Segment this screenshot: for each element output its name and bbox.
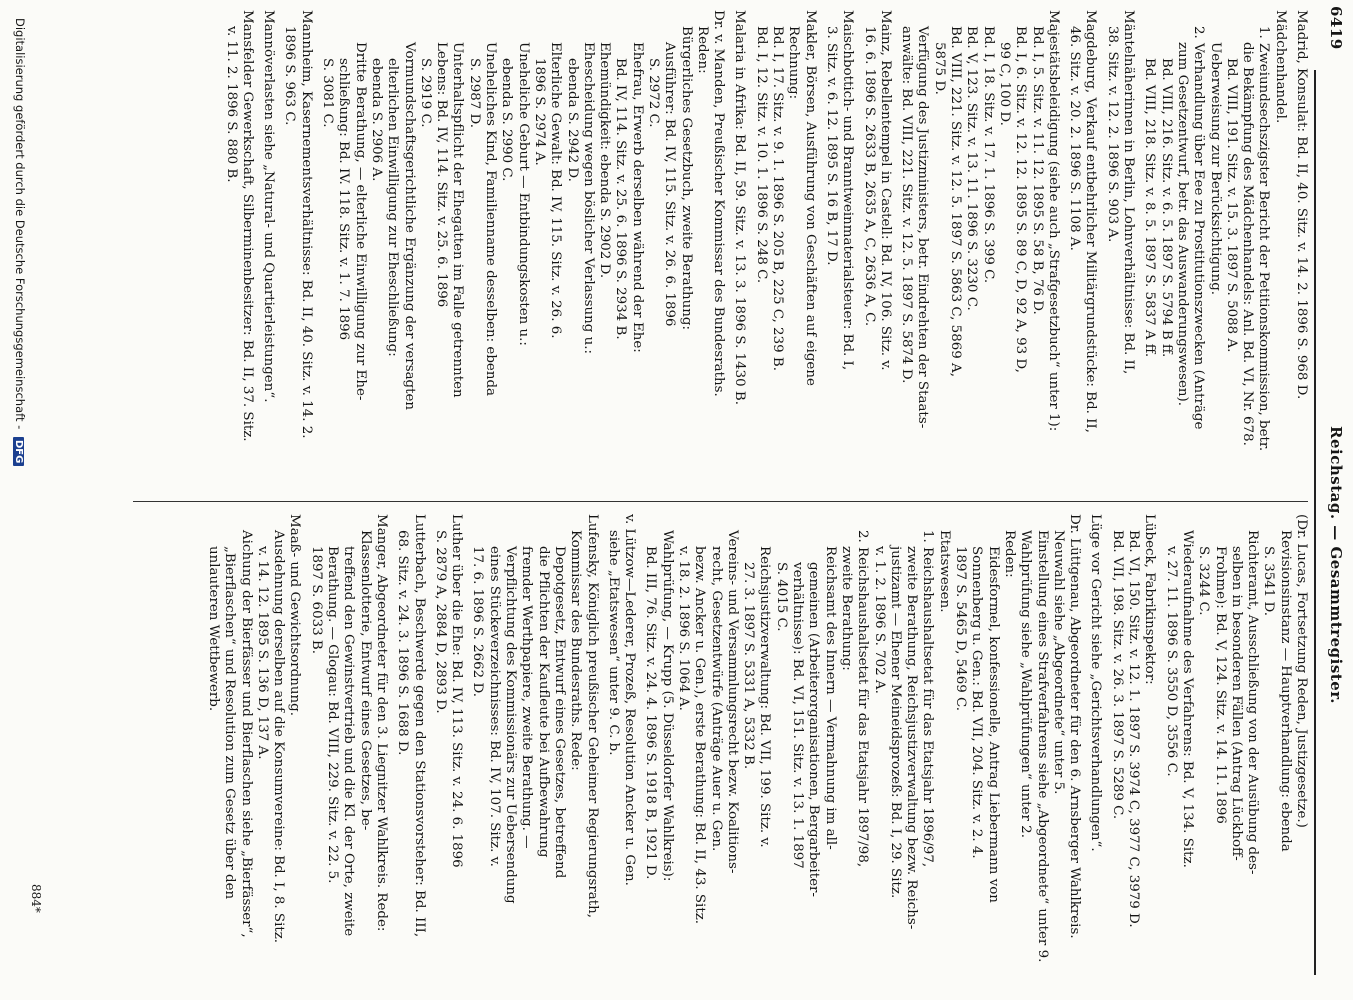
register-subentry: die Pflichten der Kaufleute bei Aufbewahrung bbox=[535, 546, 551, 858]
register-subentry: Ausführer: Bd. IV, 115. Sitz. v. 26. 6. 1896 bbox=[662, 42, 678, 327]
register-subentry: v. 1. 2. 1896 S. 702 A. bbox=[871, 546, 887, 694]
register-subentry: Verpflichtung des Kommissionärs zur Uebersendung bbox=[503, 546, 519, 904]
register-subentry: Bd. V, 123. Sitz. v. 13. 11. 1896 S. 3230 C. bbox=[964, 26, 980, 311]
register-subentry: Bd. IV, 114. Sitz. v. 25. 6. 1896 S. 2934 B. bbox=[613, 58, 629, 340]
register-subentry: recht, Gesetzentwürfe (Anträge Auer u. Gen. bbox=[708, 546, 724, 852]
register-subentry: S. 3541 D. bbox=[1261, 546, 1277, 617]
register-subentry: 46. Sitz. v. 20. 2. 1896 S. 1108 A. bbox=[1067, 26, 1083, 251]
register-subentry: S. 2919 C. bbox=[417, 58, 433, 128]
register-subentry: 99 C, 100 D. bbox=[996, 42, 1012, 126]
register-subentry: Bd. I, 12. Sitz. v. 10. 1. 1896 S. 248 C. bbox=[753, 26, 769, 284]
register-subentry: Bd. I, 6. Sitz. v. 12. 12. 1895 S. 89 C, D, 92 A, 93 D, bbox=[1013, 26, 1029, 373]
register-subentry: 1897 S. 6033 B. bbox=[308, 546, 324, 654]
register-entry: Mainz, Rebellentempel in Castell: Bd. IV, 106. Sitz. v. bbox=[877, 10, 893, 371]
register-entry: Dr. v. Manden, Preußischer Kommissar des Bundesraths. bbox=[711, 10, 727, 397]
register-subentry: v. 11. 2. 1896 S. 880 B. bbox=[223, 26, 239, 183]
register-subentry: Bd. I, 18. Sitz. v. 17. 1. 1896 S. 399 C. bbox=[980, 26, 996, 284]
register-subentry: Bd. VIII, 221. Sitz. v. 12. 5. 1897 S. 5863 C, 5869 A, bbox=[948, 26, 964, 377]
register-subentry: Dritte Berathung, — elterliche Einwilligung zur Ehe- bbox=[352, 42, 368, 401]
register-subentry: Ehemündigkeit: ebenda S. 2902 D. bbox=[597, 42, 613, 279]
register-subentry: Aichung der Bierfässer und Bierflaschen siehe „Bierfässer“, bbox=[238, 530, 254, 938]
register-subentry: ebenda S. 2942 D. bbox=[564, 58, 580, 182]
register-subentry: Wiederaufnahme des Verfahrens: Bd. V, 134. Sitz. bbox=[1179, 530, 1195, 868]
register-subentry: Bd. VIII, 191. Sitz. v. 15. 3. 1897 S. 5088 A. bbox=[1223, 58, 1239, 353]
register-subentry: schließung: Bd. IV. 118. Sitz. v. 1. 7. 1896 bbox=[336, 58, 352, 341]
register-subentry: 2. Reichshaushaltsetat für das Etatsjahr 1897/98, bbox=[855, 530, 871, 868]
register-subentry: v. 27. 11. 1896 S. 3550 D, 3556 C. bbox=[1163, 546, 1179, 777]
register-subentry: Unterhaltspflicht der Ehegatten im Falle getrennten bbox=[450, 42, 466, 398]
register-subentry: Ausdehnung derselben auf die Konsumvereine: Bd. I, 8. Sitz. bbox=[271, 530, 287, 944]
register-subentry: 5875 D. bbox=[931, 42, 947, 95]
register-entry: Mannheim, Kasernementsverhältnisse: Bd. II, 40. Sitz. v. 14. 2. bbox=[298, 10, 314, 439]
register-subentry: v. 14. 12. 1895 S. 136 D, 137 A. bbox=[254, 546, 270, 760]
register-subentry: Verfügung des Justizministers, betr. Eindrehten der Staats- bbox=[915, 26, 931, 429]
register-subentry: Reden: bbox=[1001, 530, 1017, 578]
register-subentry: Berathung. — Glogau: Bd. VIII, 229. Sitz. v. 22. 5. bbox=[325, 546, 341, 884]
register-subentry: Vereins- und Versammlungsrecht bezw. Koalitions- bbox=[724, 530, 740, 874]
page-number: 6419 bbox=[1327, 6, 1345, 50]
register-entry: Manger, Abgeordneter für den 3. Liegnitzer Wahlkreis. Rede: bbox=[373, 514, 389, 932]
register-subentry: treffend den Gewinstvertrieb und die Kl. der Orte, zweite bbox=[341, 546, 357, 937]
register-subentry: Revisionsinstanz — Hauptverhandlung: ebenda bbox=[1277, 530, 1293, 852]
register-subentry: 3. Sitz. v. 6. 12. 1895 S. 16 B, 17 D. bbox=[823, 26, 839, 266]
register-subentry: anwälte: Bd. VIII, 221. Sitz. v. 12. 5. 1897 S. 5874 D. bbox=[899, 26, 915, 384]
register-subentry: v. 18. 2. 1896 S. 1064 A. bbox=[676, 546, 692, 711]
register-entry: Luther über die Ehe: Bd. IV, 113. Sitz. v. 24. 6. 1896 bbox=[449, 514, 465, 868]
register-subentry: Sonnenberg u. Gen.: Bd. VII, 204. Sitz. v. 2. 4. bbox=[969, 546, 985, 859]
page-mark: 884* bbox=[29, 884, 43, 913]
register-entry: Mansfelder Gewerkschaft, Silberminenbesitzer: Bd. II, 37. Sitz. bbox=[239, 10, 255, 442]
register-entry: Mäntelnäherinnen in Berlin, Lohnverhältnisse: Bd. II, bbox=[1121, 10, 1137, 375]
entry-gap bbox=[818, 10, 823, 492]
register-subentry: Ehefrau, Erwerb derselben während der Ehe: bbox=[629, 42, 645, 353]
register-subentry: 1896 S. 963 C. bbox=[282, 26, 298, 126]
register-subentry: Kommissar des Bundesraths. Rede: bbox=[568, 530, 584, 771]
register-subentry: justizamt — Ehener Meineidsprozeß: Bd. I, 29. Sitz. bbox=[887, 546, 903, 899]
register-subentry: 2. Verhandlung über Eee zu Prostitutionszwecken (Anträge bbox=[1191, 26, 1207, 430]
credit-text: Digitalisierung gefördert durch die Deutsche Forschungsgemeinschaft - bbox=[13, 18, 27, 430]
register-entry: Mädchenhandel. bbox=[1272, 10, 1288, 124]
register-entry: Lufensky, Königlich preußischer Geheimer Regierungsrath, bbox=[584, 514, 600, 919]
register-subentry: S. 3244 C. bbox=[1196, 546, 1212, 616]
register-subentry: Frohme): Bd. V, 124. Sitz. v. 14. 11. 1896 bbox=[1212, 546, 1228, 824]
register-subentry: Bd. III, 76. Sitz. v. 24. 4. 1896 S. 1918 B, 1921 D. bbox=[643, 546, 659, 880]
register-subentry: S. 2972 C. bbox=[646, 58, 662, 128]
register-subentry: zweite Berathung, Reichsjustizverwaltung bezw. Reichs- bbox=[904, 546, 920, 930]
register-subentry: Etatswesen. bbox=[936, 530, 952, 613]
register-subentry: 1. Zweiundsechszigster Bericht der Petitionskommission, betr. bbox=[1256, 26, 1272, 452]
register-entry: Madrid, Konsulat: Bd. II, 40. Sitz. v. 14. 2. 1896 S. 968 D. bbox=[1294, 10, 1309, 400]
register-subentry: S. 2879 A, 2884 D, 2893 D. bbox=[432, 530, 448, 714]
register-subentry: S. 4015 C. bbox=[773, 562, 789, 632]
register-subentry: Vormundschaftsgerichtliche Ergänzung der versagten bbox=[401, 42, 417, 411]
register-subentry: S. 2987 D. bbox=[466, 58, 482, 129]
register-subentry: 17. 6. 1896 S. 2662 D. bbox=[470, 546, 486, 697]
register-subentry: 16. 6. 1896 S. 2633 B, 2635 A, C, 2636 A, C. bbox=[861, 26, 877, 327]
register-subentry: Wahlprüfung siehe „Wahlprüfungen“ unter 2. bbox=[1018, 530, 1034, 838]
entry-gap bbox=[427, 514, 432, 994]
register-subentry: Neuwahl siehe „Abgeordnete“ unter 5. bbox=[1050, 530, 1066, 795]
register-subentry: Eidesformel, konfessionelle, Antrag Liebermann von bbox=[985, 546, 1001, 903]
register-subentry: fremder Werthpapiere, zweite Berathung. — bbox=[519, 546, 535, 849]
register-subentry: zum Gesetzentwurf, betr. das Auswanderungswesen). bbox=[1174, 42, 1190, 407]
register-subentry: Depotgesetz, Entwurf eines Gesetzes, betreffend bbox=[551, 546, 567, 879]
register-subentry: Bd. I, 17. Sitz. v. 9. 1. 1896 S. 205 B, 225 C, 239 B. bbox=[770, 26, 786, 371]
register-subentry: ebenda S. 2906 A. bbox=[368, 58, 384, 182]
register-subentry: eines Stückeverzeichnisses: Bd. IV, 107. Sitz. v. bbox=[486, 546, 502, 867]
register-subentry: 1897 S. 5465 D, 5469 C. bbox=[953, 546, 969, 712]
register-subentry: 27. 3. 1897 S. 5331 A, 5332 B. bbox=[741, 562, 757, 770]
register-subentry: zweite Berathung: bbox=[838, 546, 854, 671]
register-entry: Magdeburg, Verkauf entbehrlicher Militärgrundstücke: Bd. II, bbox=[1083, 10, 1099, 433]
register-entry: Dr. Lüttgenau, Abgeordneter für den 6. Arnsberger Wahlkreis. bbox=[1067, 514, 1083, 939]
register-subentry: Uneheliche Geburt — Entbindungskosten u.: bbox=[515, 42, 531, 346]
register-subentry: Reichsjustizverwaltung: Bd. VII, 199. Sitz. v. bbox=[757, 546, 773, 848]
register-subentry: Bd. I, 5. Sitz. v. 11. 12. 1895 S. 58 B, 76 D. bbox=[1029, 26, 1045, 315]
register-subentry: Bd. VIII, 216. Sitz. v. 6. 5. 1897 S. 5794 B ff. bbox=[1158, 58, 1174, 358]
column-divider bbox=[133, 501, 1308, 502]
register-entry: Maaß- und Gewichtsordnung. bbox=[287, 514, 303, 716]
register-entry: Mannöverlasten siehe „Natural- und Quartierleistungen“. bbox=[261, 10, 277, 403]
register-subentry: Richteramt, Ausschließung von der Ausübung des- bbox=[1245, 530, 1261, 875]
register-subentry: ebenda S. 2990 C. bbox=[499, 58, 515, 182]
register-subentry: Bürgerliches Gesetzbuch, zweite Berathung: bbox=[678, 26, 694, 330]
register-subentry: Reden: bbox=[694, 26, 710, 74]
register-subentry: Einstellung eines Strafverfahrens siehe „Abgeordnete“ unter 9. bbox=[1034, 530, 1050, 963]
register-subentry: Elterliche Gewalt: Bd. IV, 115. Sitz. v. 26. 6. bbox=[548, 42, 564, 339]
register-entry: v. Lützow—Lederer, Prozeß, Resolution Ancker u. Gen. bbox=[622, 514, 638, 886]
register-subentry: verhältnisse): Bd. VI, 151. Sitz. v. 13. 1. 1897 bbox=[790, 562, 806, 869]
register-subentry: Wahlprüfung, — Krupp (5. Düsseldorfer Wahlkreis): bbox=[659, 530, 675, 882]
register-subentry: Bd. VI, 150. Sitz. v. 12. 1. 1897 S. 3974 C, 3977 C, 3979 D. bbox=[1126, 530, 1142, 928]
header-rule bbox=[1314, 70, 1316, 975]
register-subentry: gemeinen (Arbeiterorganisationen, Bergarbeiter- bbox=[806, 562, 822, 897]
register-subentry: elterlichen Einwilligung zur Eheschließung: bbox=[385, 58, 401, 357]
register-subentry: siehe „Etatswesen“ unter 9. C. b. bbox=[605, 530, 621, 756]
register-subentry: Lebens: Bd. IV, 114. Sitz. v. 25. 6. 1896 bbox=[434, 42, 450, 308]
register-subentry: 1896 S. 2974 A. bbox=[531, 58, 547, 166]
register-subentry: die Bekämpfung des Mädchenhandels: Anl. Bd. VI, Nr. 678. bbox=[1240, 42, 1256, 446]
register-subentry: Ehescheidung wegen böslicher Verlassung u.: bbox=[580, 42, 596, 354]
register-subentry: 68. Sitz. v. 24. 3. 1896 S. 1688 D. bbox=[395, 530, 411, 756]
register-subentry: Uneheliches Kind, Familienname desselben: ebenda bbox=[483, 42, 499, 397]
register-entry: Makler, Börsen, Ausführung von Geschäften auf eigene bbox=[802, 10, 818, 386]
register-subentry: Ueberweisung zur Berücksichtigung. bbox=[1207, 42, 1223, 296]
register-subentry: S. 3081 C. bbox=[320, 58, 336, 128]
register-subentry: Reichsamt des Innern — Vermahnung im all- bbox=[822, 546, 838, 850]
register-entry: Maischbottich- und Branntweinmaterialsteuer: Bd. I, bbox=[840, 10, 856, 371]
register-subentry: Bd. VII, 198. Sitz. v. 26. 3. 1897 S. 5289 C. bbox=[1109, 530, 1125, 820]
register-subentry: Bd. VIII, 218. Sitz. v. 8. 5. 1897 S. 5837 A ff. bbox=[1142, 58, 1158, 358]
register-subentry: selben in besonderen Fällen (Antrag Lückhoff- bbox=[1228, 546, 1244, 861]
register-entry: Lüge vor Gericht siehe „Gerichtsverhandlungen“. bbox=[1088, 514, 1104, 852]
register-subentry: Rechnung: bbox=[786, 26, 802, 100]
register-entry: Malaria in Afrika: Bd. II, 59. Sitz. v. 13. 3. 1896 S. 1430 B. bbox=[732, 10, 748, 406]
register-entry: Majestätsbeleidigung (siehe auch „Strafgesetzbuch“ unter 1): bbox=[1045, 10, 1061, 432]
left-column bbox=[222, 10, 1309, 492]
entry-gap bbox=[1288, 10, 1293, 492]
register-subentry: bezw. Ancker u. Gen.), erste Berathung: Bd. II, 43. Sitz. bbox=[692, 546, 708, 925]
register-subentry: 1. Reichshaushaltsetat für das Etatsjahr 1896/97, bbox=[920, 530, 936, 868]
register-subentry: „Bierflaschen“ und Resolution zum Gesetz über den bbox=[222, 546, 238, 900]
dfg-logo: DFG bbox=[13, 437, 24, 466]
running-title: Reichstag. — Gesammtregister. bbox=[1327, 426, 1345, 704]
register-entry: Lutterbach, Beschwerde gegen den Stationsvorsteher: Bd. III, bbox=[411, 514, 427, 938]
register-subentry: 38. Sitz. v. 12. 2. 1896 S. 903 A. bbox=[1104, 26, 1120, 243]
register-subentry: unlauteren Wettbewerb. bbox=[206, 546, 221, 712]
register-entry: (Dr. Lucas, Fortsetzung Reden, Justizgesetze.) bbox=[1294, 514, 1309, 828]
digitization-credit bbox=[13, 18, 27, 466]
right-column bbox=[205, 514, 1309, 994]
entry-gap bbox=[600, 514, 605, 994]
register-entry: Lübeck, Fabrikinspektor: bbox=[1142, 514, 1158, 685]
register-subentry: Klassenlotterie, Entwurf eines Gesetzes, be- bbox=[357, 530, 373, 831]
